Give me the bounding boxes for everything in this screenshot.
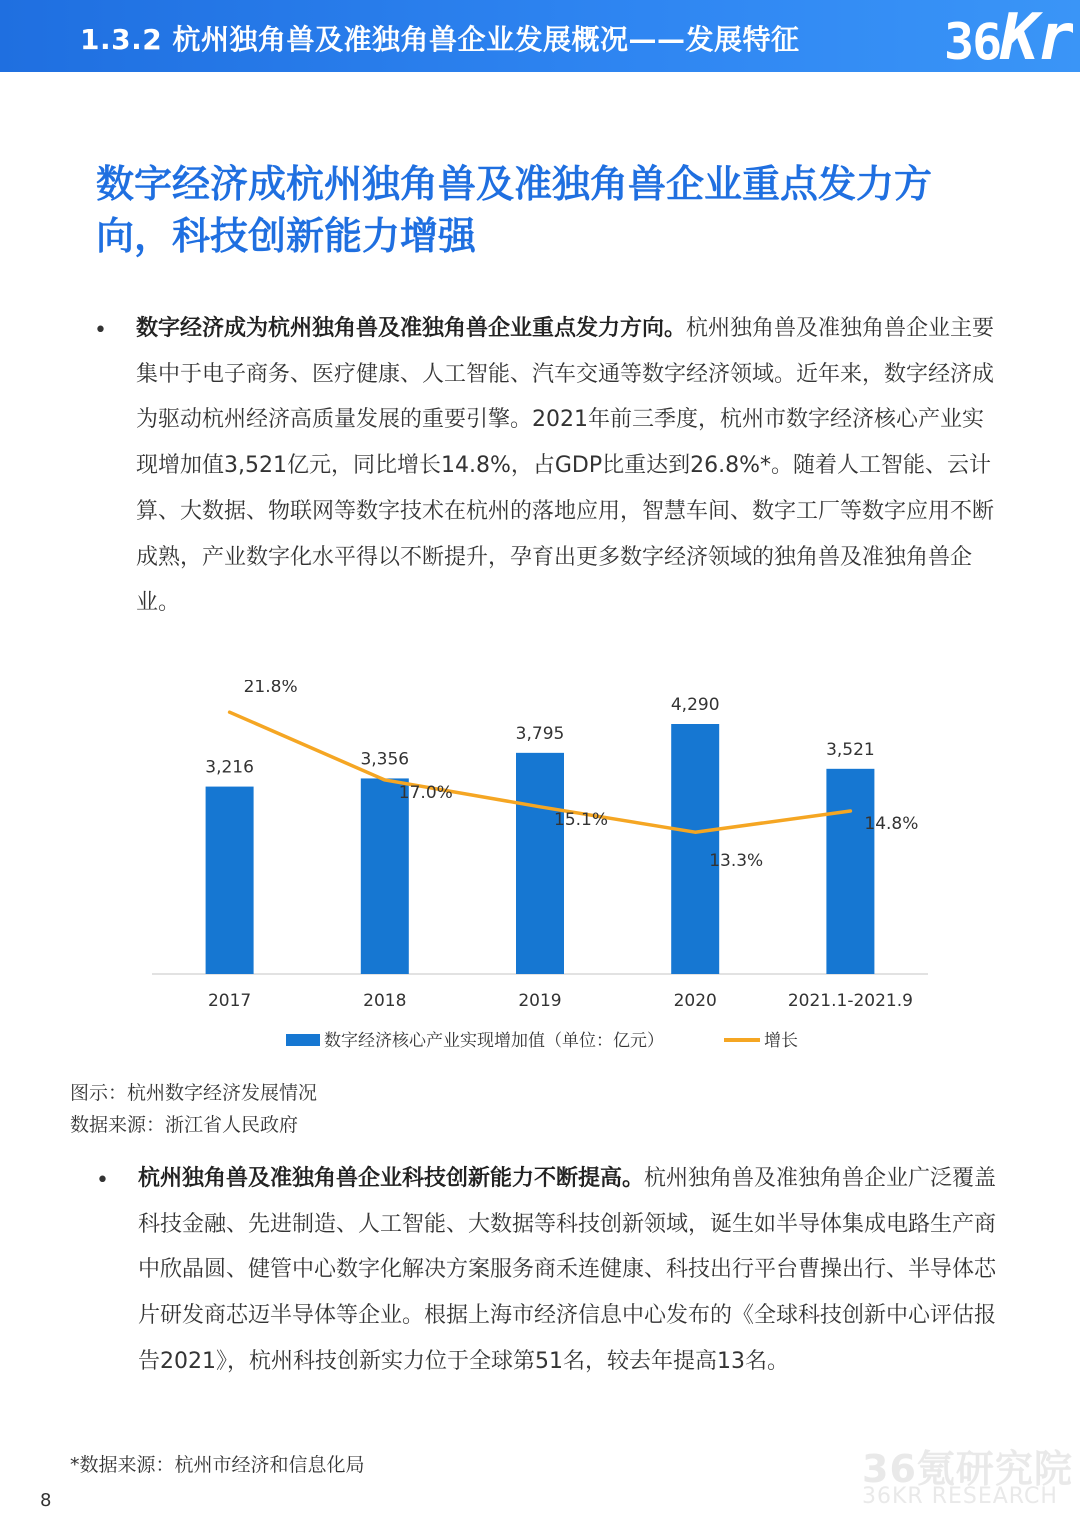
bar-1 [361, 778, 409, 974]
bullet-paragraph-1 [136, 306, 996, 626]
bar-0 [206, 787, 254, 974]
watermark-en: 36KR RESEARCH [862, 1484, 1058, 1509]
bar-2 [516, 753, 564, 974]
x-tick-label-1: 2018 [363, 991, 407, 1011]
line-label-4: 14.8% [864, 814, 919, 835]
page-number: 8 [40, 1490, 52, 1511]
bar-label-3: 4,290 [670, 695, 720, 715]
bullet-lead-2: 杭州独角兽及准独角兽企业科技创新能力不断提高。 [138, 1166, 645, 1191]
logo-number: 36 [944, 13, 1001, 71]
header-bar [0, 0, 1080, 72]
line-label-3: 13.3% [709, 851, 764, 872]
bullet-dot-1: • [94, 318, 107, 343]
data-source: 数据来源：浙江省人民政府 [70, 1114, 299, 1136]
x-tick-label-0: 2017 [207, 991, 252, 1011]
line-label-1: 17.0% [398, 782, 453, 803]
line-label-0: 21.8% [243, 680, 298, 698]
bar-3 [671, 724, 719, 974]
x-tick-label-2: 2019 [518, 991, 562, 1011]
legend-bar-label: 数字经济核心产业实现增加值（单位：亿元） [324, 1031, 664, 1051]
brand-logo [944, 0, 1073, 72]
bar-label-2: 3,795 [515, 723, 565, 744]
legend-line-label: 增长 [764, 1031, 798, 1051]
x-tick-label-4: 2021.1-2021.9 [787, 991, 913, 1011]
page-title: 数字经济成杭州独角兽及准独角兽企业重点发力方向，科技创新能力增强 [96, 162, 933, 258]
section-title: 1.3.2 杭州独角兽及准独角兽企业发展概况——发展特征 [80, 23, 800, 56]
bar-label-1: 3,356 [360, 749, 410, 770]
line-label-2: 15.1% [554, 809, 609, 830]
bullet-lead-1: 数字经济成为杭州独角兽及准独角兽企业重点发力方向。 [136, 316, 687, 341]
watermark-cn: 36氪研究院 [862, 1447, 1073, 1491]
footnote: *数据来源：杭州市经济和信息化局 [70, 1454, 365, 1476]
bullet-dot-2: • [96, 1168, 109, 1193]
bullet-text-1: 杭州独角兽及准独角兽企业主要集中于电子商务、医疗健康、人工智能、汽车交通等数字经济领域。近年来，数字经济成为驱动杭州经济高质量发展的重要引擎。2021年前三季度，杭州市数字经济核心产业实现增加值3,521亿元，同比增长14.8%，占GDP比重达到26.8%*。随着人工智能、云计算、大数据、物联网等数字技术在杭州的落地应用，智慧车间、数字工厂等数字应用不断成熟，产业数字化水平得以不断提升，孕育出更多数字经济领域的独角兽及准独角兽企业。 [136, 316, 995, 616]
chart [140, 680, 940, 1070]
bullet-text-2: 杭州独角兽及准独角兽企业广泛覆盖科技金融、先进制造、人工智能、大数据等科技创新领域，诞生如半导体集成电路生产商中欣晶圆、健管中心数字化解决方案服务商禾连健康、科技出行平台曹操出行、半导体芯片研发商芯迈半导体等企业。根据上海市经济信息中心发布的《全球科技创新中心评估报告2021》，杭州科技创新实力位于全球第51名，较去年提高13名。 [138, 1166, 997, 1374]
bar-label-4: 3,521 [826, 739, 875, 760]
bar-4 [826, 769, 874, 974]
legend-bar-swatch [286, 1034, 320, 1046]
figure-caption: 图示：杭州数字经济发展情况 [70, 1082, 318, 1104]
x-tick-label-3: 2020 [673, 991, 717, 1011]
bullet-paragraph-2 [138, 1156, 998, 1385]
bar-label-0: 3,216 [205, 757, 254, 778]
logo-letters: Kr [1000, 1, 1074, 72]
